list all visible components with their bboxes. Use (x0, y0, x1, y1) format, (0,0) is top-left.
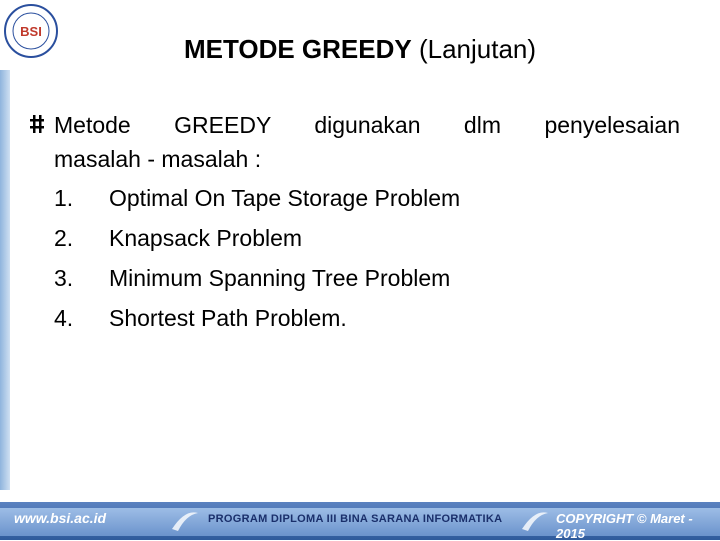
list-item (54, 258, 680, 298)
list-item-text: Optimal On Tape Storage Problem (109, 185, 461, 211)
list-item-text: Shortest Path Problem. (109, 305, 347, 331)
list-item-number: 3. (54, 265, 74, 291)
footer-url: www.bsi.ac.id (14, 510, 107, 526)
list-item-number: 4. (54, 305, 74, 331)
lead-line-1: Metode GREEDY digunakan dlm penyelesaian (54, 112, 680, 138)
list-item-text: Minimum Spanning Tree Problem (109, 265, 451, 291)
slide-title (0, 34, 720, 65)
problem-list (30, 178, 680, 338)
lead-line-2: masalah - masalah : (54, 146, 262, 172)
list-item (54, 298, 680, 338)
footer-program: PROGRAM DIPLOMA III BINA SARANA INFORMATIKA (208, 513, 503, 525)
logo-text: BSI (20, 24, 42, 39)
list-item (54, 218, 680, 258)
hash-bullet-icon (30, 114, 44, 134)
list-item-text: Knapsack Problem (109, 225, 303, 251)
list-item (54, 178, 680, 218)
lead-paragraph (30, 106, 680, 144)
title-sub: (Lanjutan) (418, 34, 537, 64)
footer-copyright: COPYRIGHT © Maret - 2015 (556, 511, 693, 541)
left-accent-strip (0, 70, 10, 490)
list-item-number: 2. (54, 225, 74, 251)
swoosh-left-icon (170, 507, 200, 533)
title-main: METODE GREEDY (183, 34, 412, 64)
slide-content (30, 106, 680, 338)
swoosh-right-icon (520, 507, 550, 533)
footer-bar (0, 502, 720, 540)
list-item-number: 1. (54, 185, 74, 211)
